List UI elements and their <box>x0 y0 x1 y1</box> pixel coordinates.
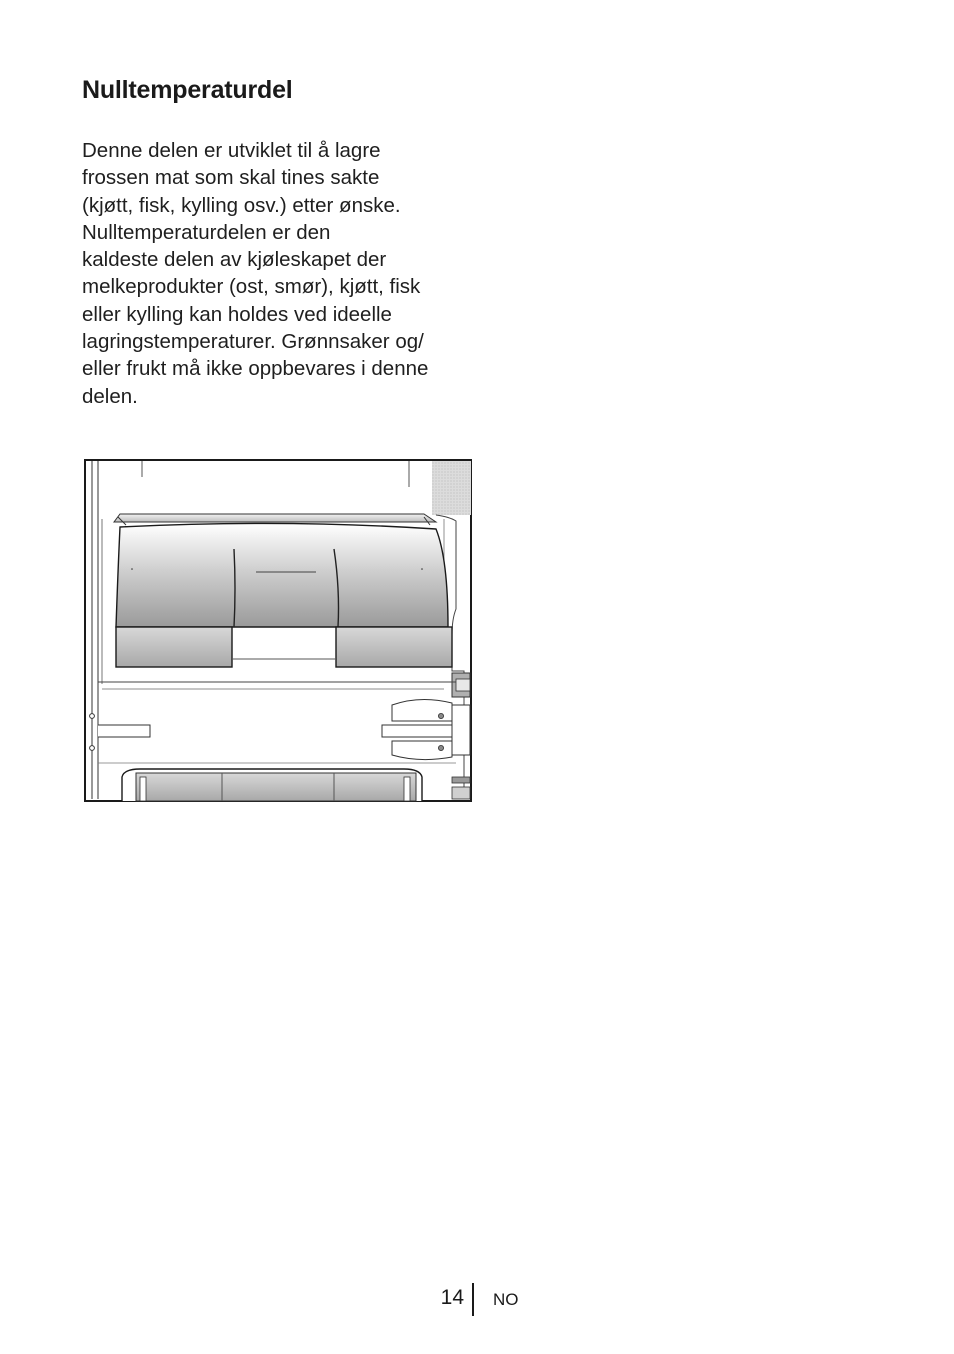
section-paragraph <box>82 137 482 410</box>
paragraph-line: eller frukt må ikke oppbevares i denne <box>82 357 429 381</box>
paragraph-line: lagringstemperaturer. Grønnsaker og/ <box>82 330 424 354</box>
footer-separator <box>472 1283 474 1316</box>
paragraph-line: eller kylling kan holdes ved ideelle <box>82 302 392 326</box>
section-title: Nulltemperaturdel <box>82 76 293 104</box>
fridge-compartment-illustration <box>84 459 472 802</box>
paragraph-line: melkeprodukter (ost, smør), kjøtt, fisk <box>82 275 421 299</box>
page-footer <box>0 1283 954 1317</box>
paragraph-line: kaldeste delen av kjøleskapet der <box>82 248 387 272</box>
paragraph-line: frossen mat som skal tines sakte <box>82 166 380 190</box>
paragraph-line: delen. <box>82 384 138 408</box>
paragraph-line: (kjøtt, fisk, kylling osv.) etter ønske. <box>82 193 401 217</box>
paragraph-line: Denne delen er utviklet til å lagre <box>82 139 381 162</box>
language-code: NO <box>493 1290 519 1309</box>
page-number: 14 <box>440 1286 464 1309</box>
paragraph-line: Nulltemperaturdelen er den <box>82 220 331 244</box>
